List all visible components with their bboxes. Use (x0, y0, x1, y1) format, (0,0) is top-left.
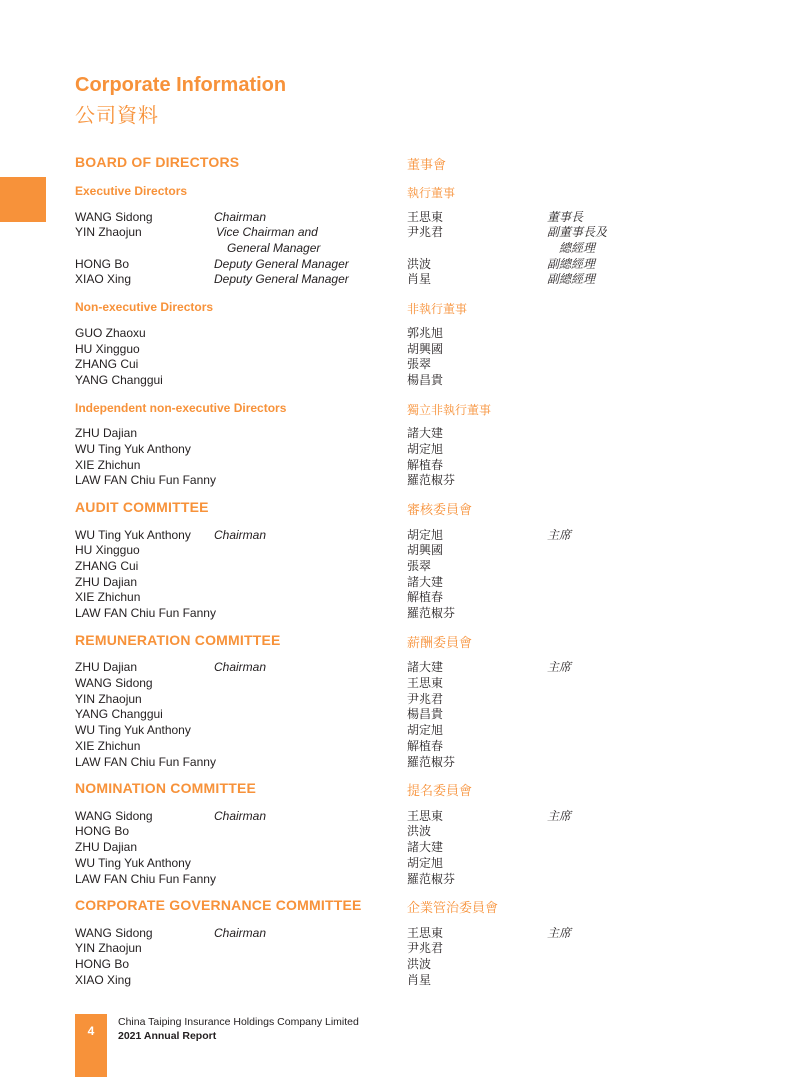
director-name: XIE Zhichun (75, 458, 141, 472)
member-name: XIE Zhichun (75, 590, 141, 604)
member-name: HONG Bo (75, 824, 130, 838)
member-name-zh: 解植春 (407, 590, 444, 604)
member-name: XIAO Xing (75, 973, 132, 987)
independent-heading-zh: 獨立非執行董事 (407, 403, 492, 417)
member-role-zh: 主席 (547, 926, 572, 940)
member-name-zh: 胡興國 (407, 543, 444, 557)
director-name-zh: 解植春 (407, 458, 444, 472)
director-name: LAW FAN Chiu Fun Fanny (75, 473, 216, 487)
director-role-zh: 董事長 (547, 210, 584, 224)
director-role-zh: 副總經理 (547, 272, 596, 286)
member-name-zh: 王思東 (407, 676, 444, 690)
member-name: ZHU Dajian (75, 575, 138, 589)
director-name: HONG Bo (75, 257, 130, 271)
member-name: HU Xingguo (75, 543, 140, 557)
member-role: Chairman (214, 528, 267, 542)
member-name-zh: 尹兆君 (407, 941, 444, 955)
director-name-zh: 諸大建 (407, 426, 444, 440)
director-name: WU Ting Yuk Anthony (75, 442, 191, 456)
board-heading: BOARD OF DIRECTORS (75, 154, 240, 170)
director-name: WANG Sidong (75, 210, 153, 224)
director-name-zh: 尹兆君 (407, 225, 444, 239)
board-heading-zh: 董事會 (407, 157, 447, 172)
director-name: YANG Changgui (75, 373, 163, 387)
member-name: WANG Sidong (75, 676, 153, 690)
member-name-zh: 諸大建 (407, 840, 444, 854)
director-name: GUO Zhaoxu (75, 326, 146, 340)
audit-heading: AUDIT COMMITTEE (75, 499, 209, 515)
page-number: 4 (87, 1024, 95, 1038)
member-name: YIN Zhaojun (75, 941, 142, 955)
member-name-zh: 洪波 (407, 824, 432, 838)
page-title-zh: 公司資料 (75, 105, 159, 127)
member-name-zh: 解植春 (407, 739, 444, 753)
member-name-zh: 王思東 (407, 809, 444, 823)
page-title: Corporate Information (75, 74, 287, 96)
director-name-zh: 張翠 (407, 357, 432, 371)
director-role: Deputy General Manager (214, 272, 349, 286)
director-name: YIN Zhaojun (75, 225, 142, 239)
member-role-zh: 主席 (547, 660, 572, 674)
member-name-zh: 諸大建 (407, 575, 444, 589)
governance-heading: CORPORATE GOVERNANCE COMMITTEE (75, 897, 362, 913)
member-name: ZHU Dajian (75, 840, 138, 854)
director-name-zh: 胡興國 (407, 342, 444, 356)
footer-company: China Taiping Insurance Holdings Company Limited (118, 1016, 359, 1028)
member-name-zh: 尹兆君 (407, 692, 444, 706)
audit-heading-zh: 審核委員會 (407, 502, 473, 517)
member-name-zh: 楊昌貴 (407, 707, 444, 721)
member-name: HONG Bo (75, 957, 130, 971)
member-name: WU Ting Yuk Anthony (75, 723, 191, 737)
director-role-zh: 副總經理 (547, 257, 596, 271)
director-name-zh: 羅范椒芬 (407, 473, 456, 487)
non-executive-heading-zh: 非執行董事 (407, 302, 468, 316)
director-name: ZHANG Cui (75, 357, 139, 371)
director-name-zh: 洪波 (407, 257, 432, 271)
director-role: Deputy General Manager (214, 257, 349, 271)
director-name-zh: 郭兆旭 (407, 326, 444, 340)
director-name-zh: 楊昌貴 (407, 373, 444, 387)
member-name-zh: 張翠 (407, 559, 432, 573)
nomination-heading: NOMINATION COMMITTEE (75, 780, 257, 796)
member-name-zh: 肖星 (407, 973, 432, 987)
member-name-zh: 洪波 (407, 957, 432, 971)
member-role: Chairman (214, 809, 267, 823)
director-role: Chairman (214, 210, 267, 224)
director-role: Vice Chairman and (216, 225, 318, 239)
executive-heading-zh: 執行董事 (407, 186, 456, 200)
member-name-zh: 胡定旭 (407, 723, 444, 737)
member-role: Chairman (214, 926, 267, 940)
director-role-cont: General Manager (227, 241, 321, 255)
non-executive-heading: Non-executive Directors (75, 300, 214, 314)
director-name-zh: 胡定旭 (407, 442, 444, 456)
director-role-zh: 副董事長及 (547, 225, 608, 239)
nomination-heading-zh: 提名委員會 (407, 783, 473, 798)
member-name: ZHU Dajian (75, 660, 138, 674)
member-name: YIN Zhaojun (75, 692, 142, 706)
member-name-zh: 諸大建 (407, 660, 444, 674)
member-name-zh: 胡定旭 (407, 528, 444, 542)
member-name: LAW FAN Chiu Fun Fanny (75, 872, 216, 886)
member-name: LAW FAN Chiu Fun Fanny (75, 606, 216, 620)
member-name-zh: 胡定旭 (407, 856, 444, 870)
footer-report: 2021 Annual Report (118, 1030, 217, 1042)
member-name: WU Ting Yuk Anthony (75, 856, 191, 870)
member-name: WU Ting Yuk Anthony (75, 528, 191, 542)
member-name: ZHANG Cui (75, 559, 139, 573)
member-name-zh: 羅范椒芬 (407, 872, 456, 886)
member-name: WANG Sidong (75, 809, 153, 823)
member-name: YANG Changgui (75, 707, 163, 721)
member-name-zh: 王思東 (407, 926, 444, 940)
section-tab-marker (0, 177, 46, 222)
remuneration-heading-zh: 薪酬委員會 (407, 635, 473, 650)
executive-heading: Executive Directors (75, 184, 188, 198)
director-name-zh: 王思東 (407, 210, 444, 224)
member-name: LAW FAN Chiu Fun Fanny (75, 755, 216, 769)
independent-heading: Independent non-executive Directors (75, 401, 287, 415)
member-name-zh: 羅范椒芬 (407, 606, 456, 620)
member-name: XIE Zhichun (75, 739, 141, 753)
director-name: ZHU Dajian (75, 426, 138, 440)
director-name: XIAO Xing (75, 272, 132, 286)
director-name: HU Xingguo (75, 342, 140, 356)
director-name-zh: 肖星 (407, 272, 432, 286)
member-role-zh: 主席 (547, 809, 572, 823)
member-role: Chairman (214, 660, 267, 674)
director-role-zh-cont: 總經理 (559, 241, 596, 255)
remuneration-heading: REMUNERATION COMMITTEE (75, 632, 281, 648)
governance-heading-zh: 企業管治委員會 (407, 900, 499, 915)
member-name-zh: 羅范椒芬 (407, 755, 456, 769)
member-name: WANG Sidong (75, 926, 153, 940)
member-role-zh: 主席 (547, 528, 572, 542)
